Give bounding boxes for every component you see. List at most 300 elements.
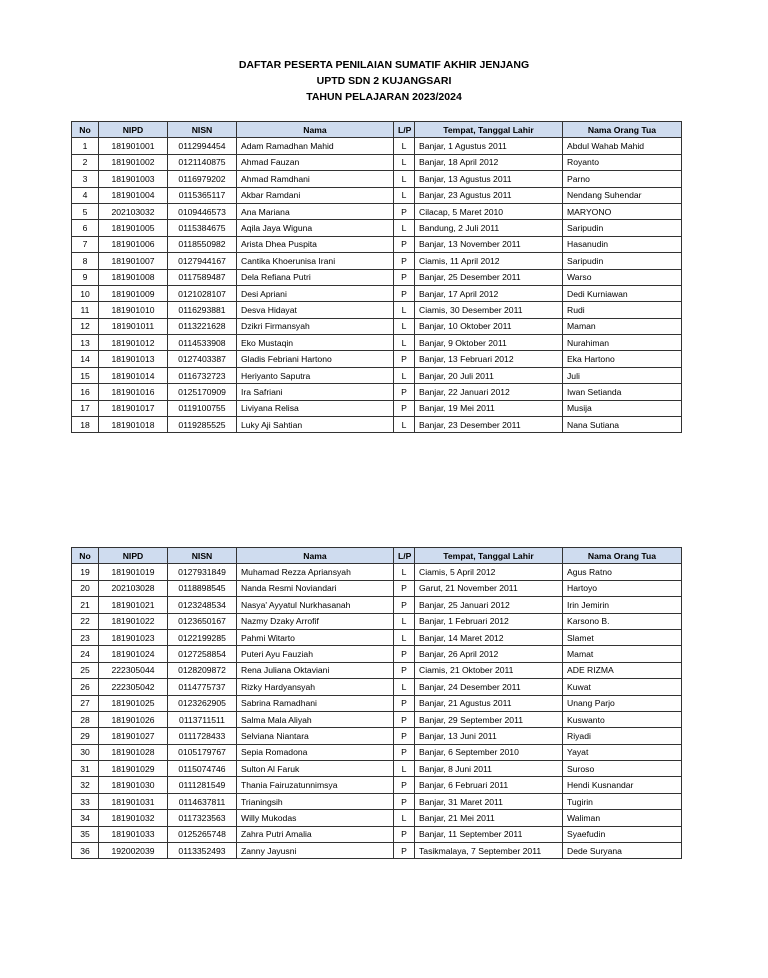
cell-no: 30 <box>72 744 99 760</box>
cell-nipd: 181901021 <box>99 597 168 613</box>
cell-nama: Aqila Jaya Wiguna <box>237 220 394 236</box>
cell-nama: Heriyanto Saputra <box>237 367 394 383</box>
cell-lp: P <box>394 580 415 596</box>
table-row <box>72 187 682 203</box>
cell-nipd: 181901031 <box>99 793 168 809</box>
cell-ttl: Banjar, 1 Februari 2012 <box>415 613 563 629</box>
cell-no: 32 <box>72 777 99 793</box>
cell-lp: P <box>394 728 415 744</box>
table-row <box>72 711 682 727</box>
cell-orang-tua: Unang Parjo <box>563 695 682 711</box>
cell-orang-tua: Kuwat <box>563 679 682 695</box>
cell-orang-tua: Irin Jemirin <box>563 597 682 613</box>
table-row <box>72 318 682 334</box>
cell-nipd: 181901004 <box>99 187 168 203</box>
cell-lp: P <box>394 662 415 678</box>
cell-orang-tua: Nurahiman <box>563 335 682 351</box>
cell-no: 20 <box>72 580 99 596</box>
cell-nisn: 0122199285 <box>168 629 237 645</box>
cell-nisn: 0121140875 <box>168 154 237 170</box>
cell-nama: Trianingsih <box>237 793 394 809</box>
cell-orang-tua: Tugirin <box>563 793 682 809</box>
cell-no: 1 <box>72 138 99 154</box>
cell-nipd: 181901014 <box>99 367 168 383</box>
table-header-row <box>72 122 682 138</box>
cell-nama: Ahmad Ramdhani <box>237 171 394 187</box>
cell-ttl: Banjar, 23 Desember 2011 <box>415 417 563 433</box>
table-row <box>72 695 682 711</box>
cell-nama: Salma Mala Aliyah <box>237 711 394 727</box>
cell-ttl: Banjar, 25 Januari 2012 <box>415 597 563 613</box>
header-col-nisn: NISN <box>168 122 237 138</box>
table-row <box>72 138 682 154</box>
cell-nisn: 0109446573 <box>168 203 237 219</box>
cell-orang-tua: Iwan Setianda <box>563 384 682 400</box>
cell-no: 9 <box>72 269 99 285</box>
table-row <box>72 220 682 236</box>
cell-ttl: Tasikmalaya, 7 September 2011 <box>415 843 563 859</box>
cell-lp: P <box>394 597 415 613</box>
cell-no: 19 <box>72 564 99 580</box>
cell-nipd: 181901002 <box>99 154 168 170</box>
cell-orang-tua: Kuswanto <box>563 711 682 727</box>
cell-no: 21 <box>72 597 99 613</box>
cell-nisn: 0113711511 <box>168 711 237 727</box>
cell-lp: P <box>394 793 415 809</box>
table-row <box>72 679 682 695</box>
cell-ttl: Banjar, 11 September 2011 <box>415 826 563 842</box>
cell-no: 10 <box>72 285 99 301</box>
cell-orang-tua: Saripudin <box>563 253 682 269</box>
cell-lp: L <box>394 810 415 826</box>
table-row <box>72 351 682 367</box>
cell-ttl: Banjar, 23 Agustus 2011 <box>415 187 563 203</box>
cell-nipd: 181901005 <box>99 220 168 236</box>
cell-orang-tua: ADE RIZMA <box>563 662 682 678</box>
cell-nipd: 181901009 <box>99 285 168 301</box>
table-row <box>72 417 682 433</box>
cell-lp: P <box>394 269 415 285</box>
cell-orang-tua: Suroso <box>563 761 682 777</box>
cell-nisn: 0127931849 <box>168 564 237 580</box>
cell-nipd: 222305042 <box>99 679 168 695</box>
cell-nama: Sabrina Ramadhani <box>237 695 394 711</box>
cell-nama: Selviana Niantara <box>237 728 394 744</box>
cell-no: 7 <box>72 236 99 252</box>
cell-no: 33 <box>72 793 99 809</box>
cell-nipd: 181901017 <box>99 400 168 416</box>
cell-ttl: Banjar, 24 Desember 2011 <box>415 679 563 695</box>
cell-nipd: 181901023 <box>99 629 168 645</box>
cell-nama: Luky Aji Sahtian <box>237 417 394 433</box>
cell-lp: L <box>394 318 415 334</box>
cell-nama: Desva Hidayat <box>237 302 394 318</box>
cell-nisn: 0117323563 <box>168 810 237 826</box>
cell-orang-tua: Maman <box>563 318 682 334</box>
header-col-ttl: Tempat, Tanggal Lahir <box>415 122 563 138</box>
cell-lp: P <box>394 744 415 760</box>
cell-ttl: Ciamis, 30 Desember 2011 <box>415 302 563 318</box>
cell-nipd: 181901022 <box>99 613 168 629</box>
cell-no: 36 <box>72 843 99 859</box>
cell-orang-tua: Dedi Kurniawan <box>563 285 682 301</box>
cell-nama: Pahmi Witarto <box>237 629 394 645</box>
cell-nisn: 0116293881 <box>168 302 237 318</box>
cell-nama: Nasya' Ayyatul Nurkhasanah <box>237 597 394 613</box>
cell-nipd: 181901013 <box>99 351 168 367</box>
cell-nama: Nanda Resmi Noviandari <box>237 580 394 596</box>
table-row <box>72 613 682 629</box>
cell-lp: L <box>394 220 415 236</box>
cell-lp: L <box>394 302 415 318</box>
cell-nama: Willy Mukodas <box>237 810 394 826</box>
table-row <box>72 171 682 187</box>
cell-ttl: Banjar, 6 Februari 2011 <box>415 777 563 793</box>
header-col-nama: Nama <box>237 122 394 138</box>
cell-orang-tua: Agus Ratno <box>563 564 682 580</box>
cell-nisn: 0111281549 <box>168 777 237 793</box>
table-row <box>72 236 682 252</box>
cell-nisn: 0125170909 <box>168 384 237 400</box>
cell-no: 23 <box>72 629 99 645</box>
cell-nipd: 222305044 <box>99 662 168 678</box>
table-row <box>72 269 682 285</box>
cell-nama: Nazmy Dzaky Arrofif <box>237 613 394 629</box>
participant-table-2 <box>71 547 682 859</box>
cell-no: 17 <box>72 400 99 416</box>
cell-nipd: 181901001 <box>99 138 168 154</box>
table-row <box>72 335 682 351</box>
cell-nisn: 0114637811 <box>168 793 237 809</box>
cell-lp: P <box>394 384 415 400</box>
cell-lp: L <box>394 761 415 777</box>
table-row <box>72 744 682 760</box>
cell-orang-tua: Syaefudin <box>563 826 682 842</box>
table-header-row <box>72 548 682 564</box>
table-row <box>72 810 682 826</box>
header-col-nama: Nama <box>237 548 394 564</box>
cell-orang-tua: Eka Hartono <box>563 351 682 367</box>
cell-ttl: Banjar, 26 April 2012 <box>415 646 563 662</box>
cell-ttl: Banjar, 13 Juni 2011 <box>415 728 563 744</box>
cell-nisn: 0105179767 <box>168 744 237 760</box>
cell-nisn: 0115384675 <box>168 220 237 236</box>
cell-ttl: Banjar, 8 Juni 2011 <box>415 761 563 777</box>
table-row <box>72 793 682 809</box>
cell-no: 2 <box>72 154 99 170</box>
cell-orang-tua: Saripudin <box>563 220 682 236</box>
participant-table-1 <box>71 121 682 433</box>
cell-ttl: Banjar, 21 Mei 2011 <box>415 810 563 826</box>
cell-no: 5 <box>72 203 99 219</box>
table-row <box>72 384 682 400</box>
header-col-nipd: NIPD <box>99 548 168 564</box>
cell-orang-tua: Musija <box>563 400 682 416</box>
cell-lp: P <box>394 826 415 842</box>
cell-nisn: 0123262905 <box>168 695 237 711</box>
cell-nama: Zahra Putri Amalia <box>237 826 394 842</box>
cell-orang-tua: Slamet <box>563 629 682 645</box>
cell-nama: Gladis Febriani Hartono <box>237 351 394 367</box>
cell-lp: L <box>394 138 415 154</box>
cell-ttl: Cilacap, 5 Maret 2010 <box>415 203 563 219</box>
cell-nama: Dela Refiana Putri <box>237 269 394 285</box>
cell-orang-tua: MARYONO <box>563 203 682 219</box>
cell-nama: Ahmad Fauzan <box>237 154 394 170</box>
cell-ttl: Banjar, 1 Agustus 2011 <box>415 138 563 154</box>
table-row <box>72 843 682 859</box>
cell-lp: L <box>394 613 415 629</box>
cell-ttl: Banjar, 13 November 2011 <box>415 236 563 252</box>
cell-nipd: 181901024 <box>99 646 168 662</box>
cell-no: 12 <box>72 318 99 334</box>
cell-no: 24 <box>72 646 99 662</box>
cell-no: 13 <box>72 335 99 351</box>
cell-orang-tua: Juli <box>563 367 682 383</box>
cell-no: 34 <box>72 810 99 826</box>
cell-lp: P <box>394 285 415 301</box>
cell-no: 22 <box>72 613 99 629</box>
cell-nipd: 181901030 <box>99 777 168 793</box>
header-col-lp: L/P <box>394 122 415 138</box>
cell-nama: Sulton Al Faruk <box>237 761 394 777</box>
cell-lp: L <box>394 367 415 383</box>
cell-orang-tua: Nana Sutiana <box>563 417 682 433</box>
cell-lp: P <box>394 646 415 662</box>
cell-nama: Ana Mariana <box>237 203 394 219</box>
table-row <box>72 564 682 580</box>
cell-nipd: 181901003 <box>99 171 168 187</box>
cell-nipd: 181901018 <box>99 417 168 433</box>
cell-lp: L <box>394 679 415 695</box>
cell-ttl: Banjar, 6 September 2010 <box>415 744 563 760</box>
cell-ttl: Ciamis, 21 Oktober 2011 <box>415 662 563 678</box>
table-row <box>72 761 682 777</box>
cell-lp: P <box>394 236 415 252</box>
cell-lp: L <box>394 564 415 580</box>
cell-nama: Zanny Jayusni <box>237 843 394 859</box>
cell-ttl: Banjar, 9 Oktober 2011 <box>415 335 563 351</box>
cell-nama: Rizky Hardyansyah <box>237 679 394 695</box>
cell-nipd: 181901010 <box>99 302 168 318</box>
cell-nisn: 0111728433 <box>168 728 237 744</box>
cell-nama: Muhamad Rezza Apriansyah <box>237 564 394 580</box>
cell-nama: Desi Apriani <box>237 285 394 301</box>
table-row <box>72 367 682 383</box>
cell-nama: Liviyana Relisa <box>237 400 394 416</box>
cell-lp: L <box>394 417 415 433</box>
cell-nisn: 0118898545 <box>168 580 237 596</box>
table-row <box>72 826 682 842</box>
table-row <box>72 580 682 596</box>
cell-nisn: 0113352493 <box>168 843 237 859</box>
document-title: DAFTAR PESERTA PENILAIAN SUMATIF AKHIR JENJANG <box>238 59 530 71</box>
cell-no: 4 <box>72 187 99 203</box>
cell-ttl: Banjar, 21 Agustus 2011 <box>415 695 563 711</box>
cell-nama: Rena Juliana Oktaviani <box>237 662 394 678</box>
cell-no: 27 <box>72 695 99 711</box>
cell-ttl: Garut, 21 November 2011 <box>415 580 563 596</box>
cell-ttl: Bandung, 2 Juli 2011 <box>415 220 563 236</box>
cell-nama: Dzikri Firmansyah <box>237 318 394 334</box>
cell-orang-tua: Waliman <box>563 810 682 826</box>
cell-nipd: 181901011 <box>99 318 168 334</box>
cell-lp: L <box>394 187 415 203</box>
cell-nisn: 0114775737 <box>168 679 237 695</box>
cell-ttl: Banjar, 20 Juli 2011 <box>415 367 563 383</box>
cell-no: 15 <box>72 367 99 383</box>
table-row <box>72 662 682 678</box>
cell-no: 6 <box>72 220 99 236</box>
cell-nipd: 181901008 <box>99 269 168 285</box>
header-col-no: No <box>72 548 99 564</box>
table-row <box>72 253 682 269</box>
cell-no: 11 <box>72 302 99 318</box>
cell-no: 8 <box>72 253 99 269</box>
cell-ttl: Banjar, 13 Februari 2012 <box>415 351 563 367</box>
cell-no: 16 <box>72 384 99 400</box>
document-header <box>0 57 768 105</box>
cell-ttl: Ciamis, 5 April 2012 <box>415 564 563 580</box>
cell-nipd: 202103032 <box>99 203 168 219</box>
cell-nisn: 0116732723 <box>168 367 237 383</box>
cell-lp: L <box>394 154 415 170</box>
cell-no: 28 <box>72 711 99 727</box>
cell-no: 35 <box>72 826 99 842</box>
cell-nipd: 181901026 <box>99 711 168 727</box>
cell-orang-tua: Hartoyo <box>563 580 682 596</box>
cell-orang-tua: Parno <box>563 171 682 187</box>
cell-nama: Cantika Khoerunisa Irani <box>237 253 394 269</box>
cell-lp: L <box>394 171 415 187</box>
cell-nama: Akbar Ramdani <box>237 187 394 203</box>
header-col-lp: L/P <box>394 548 415 564</box>
cell-orang-tua: Karsono B. <box>563 613 682 629</box>
cell-nisn: 0127403387 <box>168 351 237 367</box>
cell-nisn: 0115074746 <box>168 761 237 777</box>
header-col-ttl: Tempat, Tanggal Lahir <box>415 548 563 564</box>
header-col-nipd: NIPD <box>99 122 168 138</box>
header-col-orang-tua: Nama Orang Tua <box>563 548 682 564</box>
header-col-nisn: NISN <box>168 548 237 564</box>
cell-nisn: 0113221628 <box>168 318 237 334</box>
table-row <box>72 203 682 219</box>
cell-lp: P <box>394 400 415 416</box>
cell-nisn: 0123650167 <box>168 613 237 629</box>
cell-ttl: Banjar, 22 Januari 2012 <box>415 384 563 400</box>
cell-nisn: 0118550982 <box>168 236 237 252</box>
cell-no: 29 <box>72 728 99 744</box>
cell-nama: Eko Mustaqin <box>237 335 394 351</box>
cell-ttl: Banjar, 17 April 2012 <box>415 285 563 301</box>
cell-lp: P <box>394 351 415 367</box>
cell-nisn: 0119285525 <box>168 417 237 433</box>
cell-lp: P <box>394 203 415 219</box>
cell-nama: Sepia Romadona <box>237 744 394 760</box>
cell-nipd: 181901033 <box>99 826 168 842</box>
table-row <box>72 646 682 662</box>
table-row <box>72 597 682 613</box>
cell-ttl: Banjar, 14 Maret 2012 <box>415 629 563 645</box>
table-row <box>72 285 682 301</box>
cell-nama: Ira Safriani <box>237 384 394 400</box>
cell-lp: L <box>394 335 415 351</box>
header-col-orang-tua: Nama Orang Tua <box>563 122 682 138</box>
cell-orang-tua: Rudi <box>563 302 682 318</box>
cell-no: 25 <box>72 662 99 678</box>
cell-nisn: 0112994454 <box>168 138 237 154</box>
cell-nipd: 192002039 <box>99 843 168 859</box>
cell-lp: P <box>394 253 415 269</box>
cell-ttl: Banjar, 31 Maret 2011 <box>415 793 563 809</box>
table-row <box>72 302 682 318</box>
cell-nama: Thania Fairuzatunnimsya <box>237 777 394 793</box>
cell-orang-tua: Royanto <box>563 154 682 170</box>
cell-orang-tua: Hendi Kusnandar <box>563 777 682 793</box>
cell-nisn: 0119100755 <box>168 400 237 416</box>
cell-ttl: Banjar, 29 September 2011 <box>415 711 563 727</box>
table-row <box>72 777 682 793</box>
cell-nipd: 181901007 <box>99 253 168 269</box>
cell-ttl: Banjar, 25 Desember 2011 <box>415 269 563 285</box>
cell-lp: P <box>394 711 415 727</box>
cell-orang-tua: Yayat <box>563 744 682 760</box>
cell-nisn: 0127258854 <box>168 646 237 662</box>
cell-nisn: 0114533908 <box>168 335 237 351</box>
cell-nipd: 181901027 <box>99 728 168 744</box>
cell-nipd: 181901012 <box>99 335 168 351</box>
cell-lp: L <box>394 629 415 645</box>
cell-nisn: 0116979202 <box>168 171 237 187</box>
cell-orang-tua: Riyadi <box>563 728 682 744</box>
cell-orang-tua: Nendang Suhendar <box>563 187 682 203</box>
cell-no: 31 <box>72 761 99 777</box>
cell-nipd: 181901029 <box>99 761 168 777</box>
cell-orang-tua: Warso <box>563 269 682 285</box>
cell-nipd: 181901028 <box>99 744 168 760</box>
cell-no: 26 <box>72 679 99 695</box>
cell-lp: P <box>394 695 415 711</box>
cell-no: 14 <box>72 351 99 367</box>
school-name: UPTD SDN 2 KUJANGSARI <box>316 75 452 87</box>
cell-nama: Arista Dhea Puspita <box>237 236 394 252</box>
cell-ttl: Banjar, 10 Oktober 2011 <box>415 318 563 334</box>
cell-nisn: 0121028107 <box>168 285 237 301</box>
cell-nisn: 0117589487 <box>168 269 237 285</box>
cell-nisn: 0125265748 <box>168 826 237 842</box>
table-row <box>72 154 682 170</box>
table-row <box>72 728 682 744</box>
cell-orang-tua: Abdul Wahab Mahid <box>563 138 682 154</box>
cell-nipd: 202103028 <box>99 580 168 596</box>
cell-nisn: 0127944167 <box>168 253 237 269</box>
cell-nipd: 181901016 <box>99 384 168 400</box>
cell-nipd: 181901032 <box>99 810 168 826</box>
cell-nama: Adam Ramadhan Mahid <box>237 138 394 154</box>
cell-nipd: 181901019 <box>99 564 168 580</box>
cell-lp: P <box>394 777 415 793</box>
cell-nipd: 181901025 <box>99 695 168 711</box>
table-row <box>72 629 682 645</box>
cell-ttl: Banjar, 19 Mei 2011 <box>415 400 563 416</box>
cell-nipd: 181901006 <box>99 236 168 252</box>
cell-nisn: 0123248534 <box>168 597 237 613</box>
cell-no: 18 <box>72 417 99 433</box>
cell-nisn: 0115365117 <box>168 187 237 203</box>
cell-nisn: 0128209872 <box>168 662 237 678</box>
cell-orang-tua: Hasanudin <box>563 236 682 252</box>
table-row <box>72 400 682 416</box>
